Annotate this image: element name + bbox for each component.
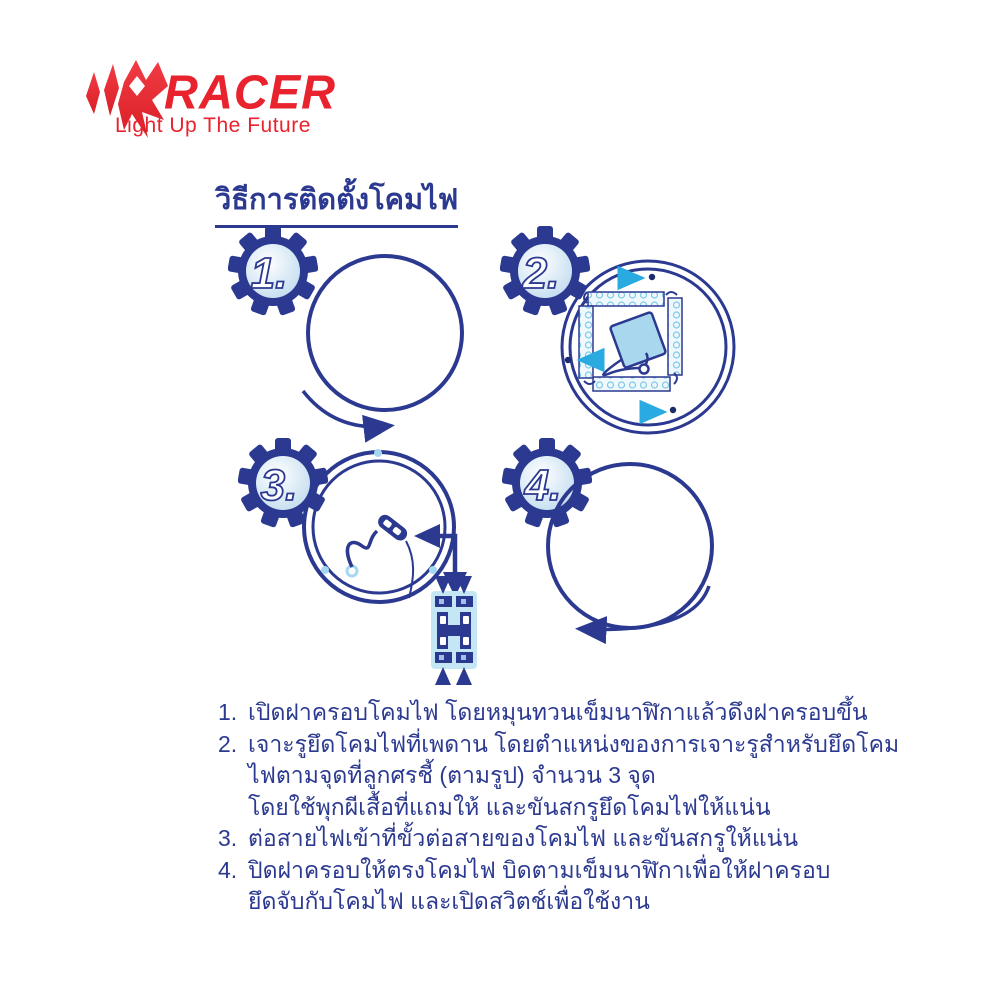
step1-lamp-ring xyxy=(303,256,462,427)
instruction-number: 1. xyxy=(218,699,238,725)
instruction-text xyxy=(248,855,830,918)
wire-tail xyxy=(406,541,413,598)
instruction-line: โดยใช้พุกผีเสื้อที่แถมให้ และขันสกรูยึดโคมไฟให้แน่น xyxy=(248,793,771,820)
instruction-number: 2. xyxy=(218,730,238,757)
step4-number: 4. xyxy=(524,461,562,510)
instruction-line: เปิดฝาครอบโคมไฟ โดยหมุนทวนเข็มนาฬิกาแล้วดึงฝาครอบขึ้น xyxy=(248,699,868,725)
instruction-line: เจาะรูยึดโคมไฟที่เพดาน โดยตำแหน่งของการเจาะรูสำหรับยึดโคม xyxy=(248,730,900,757)
step1-gear-badge xyxy=(227,226,318,316)
instruction-line: ยึดจับกับโคมไฟ และเปิดสวิตช์เพื่อใช้งาน xyxy=(248,888,650,914)
wire-plug xyxy=(375,512,410,543)
instruction-text xyxy=(248,697,868,729)
instruction-text xyxy=(248,729,899,824)
brand-name: RACER xyxy=(164,64,337,119)
instruction-item xyxy=(218,823,818,855)
mount-hole-dots xyxy=(321,449,437,574)
instruction-item xyxy=(218,729,900,824)
instruction-item xyxy=(218,697,868,729)
step2-number: 2. xyxy=(522,249,560,298)
instruction-line: ไฟตามจุดที่ลูกศรชี้ (ตามรูป) จำนวน 3 จุด xyxy=(248,762,656,788)
brand-tagline: Light Up The Future xyxy=(115,114,311,137)
wire-coil xyxy=(640,365,649,374)
step2-gear-badge xyxy=(499,226,590,316)
instruction-number: 4. xyxy=(218,856,238,883)
instruction-line: ปิดฝาครอบให้ตรงโคมไฟ บิดตามเข็มนาฬิกาเพื่อให้ฝาครอบ xyxy=(248,856,831,883)
instruction-number: 3. xyxy=(218,825,238,851)
instruction-item xyxy=(218,855,831,918)
step3-wiring xyxy=(304,449,477,682)
page-title: วิธีการติดตั้งโคมไฟ xyxy=(215,176,458,228)
driver-box xyxy=(610,312,666,368)
instructions-list xyxy=(218,697,900,918)
step1-number: 1. xyxy=(250,249,288,298)
step4-lamp-ring xyxy=(548,464,712,629)
step3-number: 3. xyxy=(260,461,298,510)
wire-end-dot xyxy=(347,566,357,576)
terminal-block xyxy=(431,579,477,682)
instruction-line: ต่อสายไฟเข้าที่ขั้วต่อสายของโคมไฟ และขันสกรูให้แน่น xyxy=(248,825,799,851)
power-wire xyxy=(347,531,377,567)
instruction-text xyxy=(248,823,818,855)
step2-lamp-base xyxy=(562,261,734,433)
